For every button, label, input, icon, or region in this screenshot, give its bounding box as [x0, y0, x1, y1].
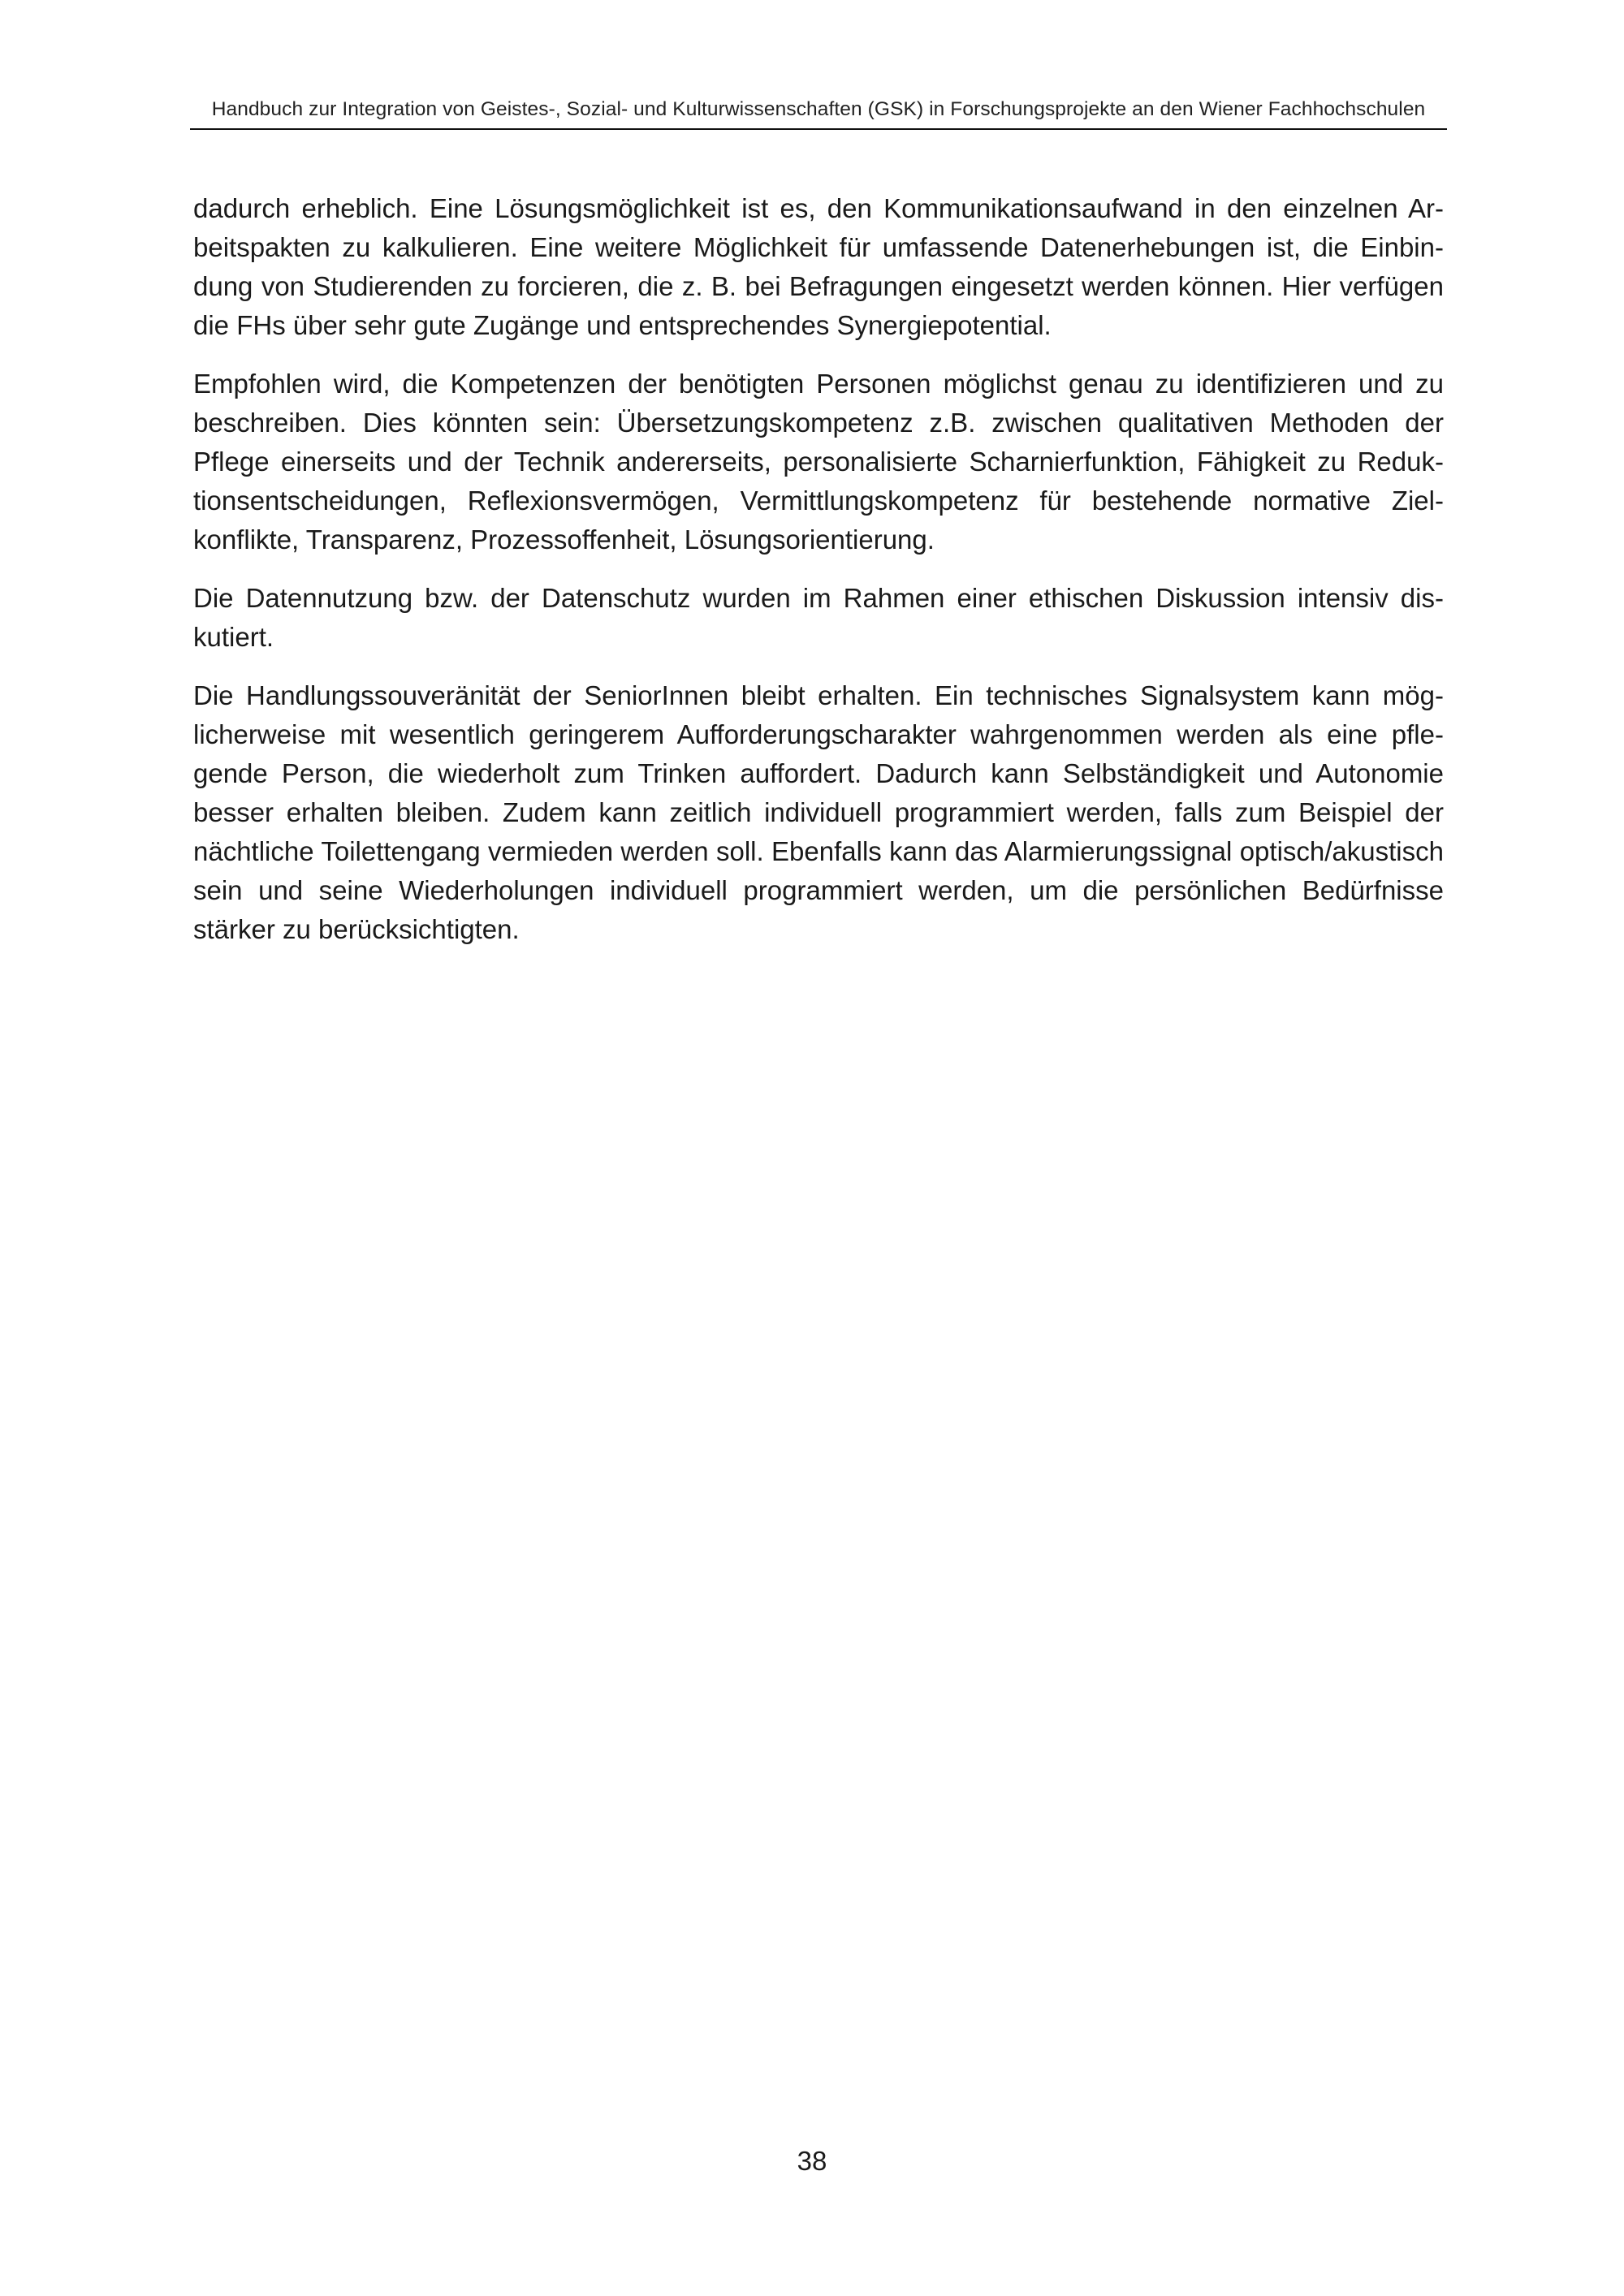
running-header-title: Handbuch zur Integration von Geistes-, Sozial- und Kulturwissenschaften (GSK) in Forschungsprojekte an den Wiener Fachhochschulen: [211, 98, 1426, 120]
body-text: [193, 189, 1444, 969]
page-number: 38: [797, 2146, 827, 2176]
header-divider: [190, 128, 1447, 130]
paragraph-data-protection: Die Datennutzung bzw. der Datenschutz wurden im Rahmen einer ethischen Diskussion intensiv diskutiert.: [193, 583, 1444, 652]
paragraph-autonomy: Die Handlungssouveränität der SeniorInnen bleibt erhalten. Ein technisches Signalsystem kann möglicherweise mit wesentlich geringerem Aufforderungscharakter wahrgenommen werden als eine pflegende Person, die wiederholt zum Trinken auffordert. Dadurch kann Selbständigkeit und Autonomie besser erhalten bleiben. Zudem kann zeitlich individuell programmiert werden, falls zum Beispiel der nächtliche Toilettengang vermieden werden soll. Ebenfalls kann das Alarmierungssignal optisch/akustisch sein und seine Wiederholungen individuell programmiert werden, um die persönlichen Bedürfnisse stärker zu berücksichtigten.: [193, 680, 1444, 944]
paragraph-communication-effort: dadurch erheblich. Eine Lösungsmöglichkeit ist es, den Kommunikationsaufwand in den einzelnen Arbeitspakten zu kalkulieren. Eine weitere Möglichkeit für umfassende Datenerhebungen ist, die Einbindung von Studierenden zu forcieren, die z. B. bei Befragungen eingesetzt werden können. Hier verfügen die FHs über sehr gute Zugänge und entsprechendes Synergiepotential.: [193, 193, 1444, 340]
paragraph-competencies: Empfohlen wird, die Kompetenzen der benötigten Personen möglichst genau zu identifizieren und zu beschreiben. Dies könnten sein: Übersetzungskompetenz z.B. zwischen qualitativen Methoden der Pflege einerseits und der Technik andererseits, personalisierte Scharnierfunktion, Fähigkeit zu Reduktionsentscheidungen, Reflexionsvermögen, Vermittlungskompetenz für bestehende normative Zielkonflikte, Transparenz, Prozessoffenheit, Lösungsorientierung.: [193, 369, 1444, 555]
